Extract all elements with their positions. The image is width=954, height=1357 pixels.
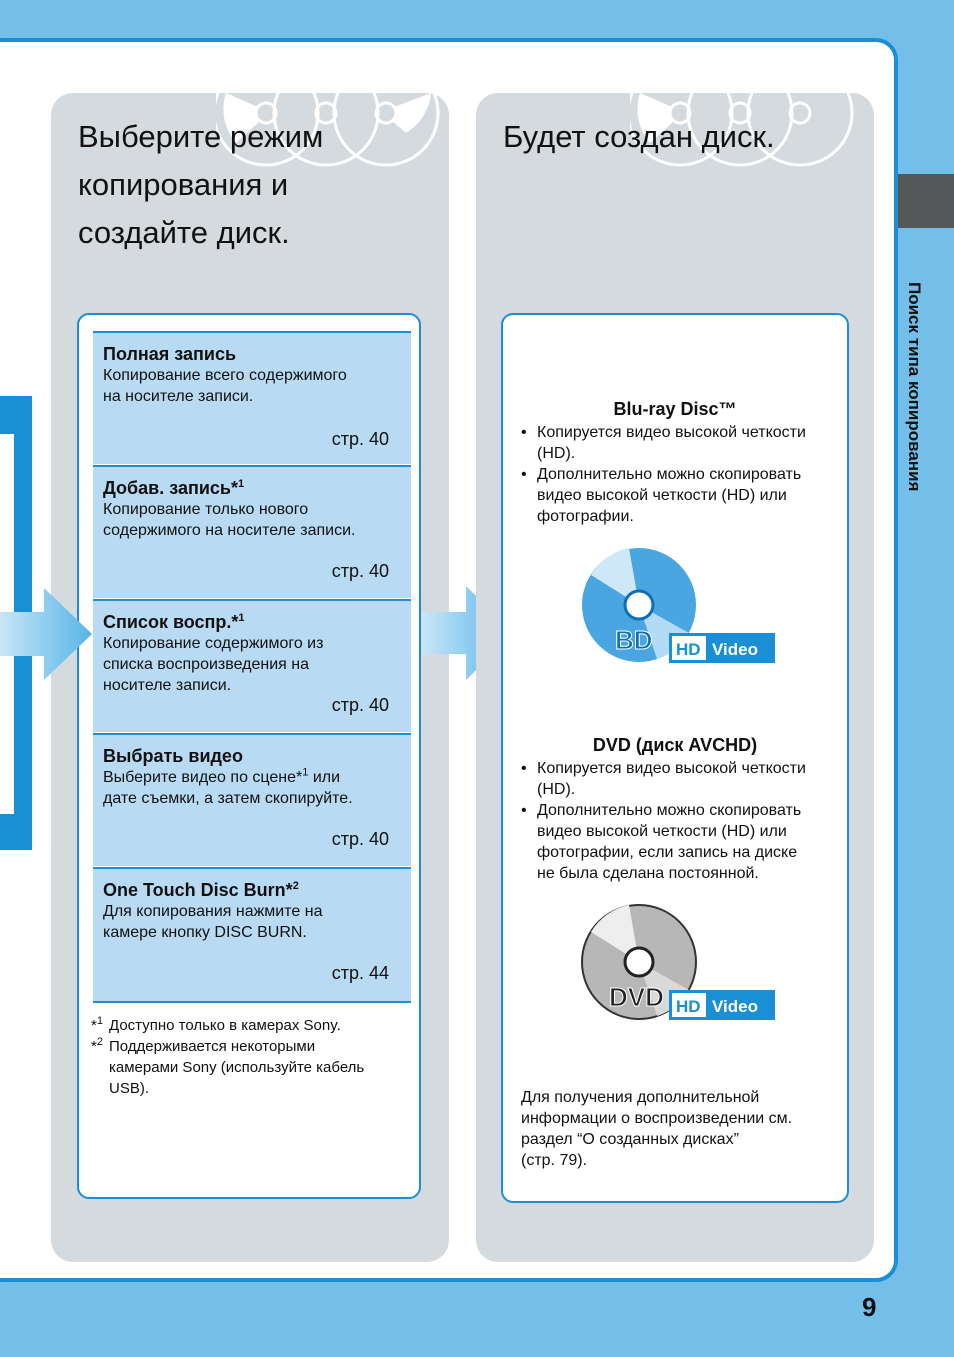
footnote-ref: 2 [292,880,299,892]
mode-title: Добав. запись*$^1$ [103,478,245,498]
mode-title: Список воспр.*$^1$ [103,612,245,632]
hd-badge-label: HD [676,640,701,659]
format-title-dvd: DVD (диск AVCHD) [592,735,758,755]
mode-page-ref[interactable]: стр. 40 [331,695,389,715]
section-label: Поиск типа копирования [905,282,924,492]
mode-description: Выберите видео по сцене*$^1$ или дате съемки, а затем скопируйте. [103,766,353,807]
video-badge-label: Video [712,640,758,659]
bd-hd-video-logo-icon [579,545,779,675]
footnote: *$^2$ Поддерживается некоторыми камерами Sony (используйте кабель USB). [91,1036,365,1097]
mode-page-ref[interactable]: стр. 40 [331,429,389,449]
list-item: • Дополнительно можно скопировать видео высокой четкости (HD) или фотографии. [521,464,841,527]
page-link[interactable]: (стр. 79). [521,1152,588,1169]
copy-mode-list [77,313,421,1199]
list-item: • Дополнительно можно скопировать видео высокой четкости (HD) или фотографии, если запись на диске не была сделана постоянной. [521,800,841,884]
mode-title: Полная запись [103,344,237,364]
mode-incremental-copy[interactable] [93,465,411,598]
format-bullets [521,758,841,884]
video-badge-label: Video [712,997,758,1016]
panel-title: Будет создан диск. [503,119,775,154]
disc-result-panel [476,93,874,1262]
footnote-ref: 1 [237,478,245,490]
disc-type-label: DVD [609,982,664,1012]
hd-badge-label: HD [676,997,701,1016]
mode-description: Копирование только нового содержимого на носителе записи. [103,501,356,539]
more-info-note: Для получения дополнительной информации о воспроизведении см. раздел “О созданных дисках” (стр. 79). [521,1089,793,1169]
mode-page-ref[interactable]: стр. 40 [331,829,389,849]
panel-title: Выберите режим копирования и создайте диск. [78,119,324,250]
footnotes [91,1015,411,1099]
mode-description: Копирование всего содержимого на носителе записи. [103,367,347,405]
mode-one-touch-disc-burn[interactable] [93,867,411,1003]
mode-page-ref[interactable]: стр. 44 [331,963,389,983]
section-tab [898,174,954,228]
disc-info-box [501,313,849,1203]
list-item: • Копируется видео высокой четкости (HD). [521,422,841,464]
page-number: 9 [862,1292,877,1322]
footnote-ref: 1 [238,612,245,624]
dvd-hd-video-logo-icon [579,902,779,1032]
footnote-ref: 1 [302,766,309,779]
format-bullets [521,422,841,527]
arrow-right-icon [0,588,100,680]
disc-type-label: BD [615,625,653,655]
mode-playlist-copy[interactable] [93,599,411,732]
mode-full-copy[interactable] [93,331,411,464]
footnote: *$^1$ Доступно только в камерах Sony. [91,1015,341,1034]
list-item: • Копируется видео высокой четкости (HD). [521,758,841,800]
mode-title: One Touch Disc Burn*$^2$ [103,880,299,900]
mode-description: Для копирования нажмите на камере кнопку DISC BURN. [103,903,323,941]
mode-title: Выбрать видео [103,746,243,766]
copy-mode-panel [51,93,449,1262]
mode-select-video[interactable] [93,733,411,866]
mode-description: Копирование содержимого из списка воспроизведения на носителе записи. [103,635,324,694]
mode-page-ref[interactable]: стр. 40 [331,561,389,581]
format-title-bluray: Blu-ray Disc™ [613,399,737,419]
